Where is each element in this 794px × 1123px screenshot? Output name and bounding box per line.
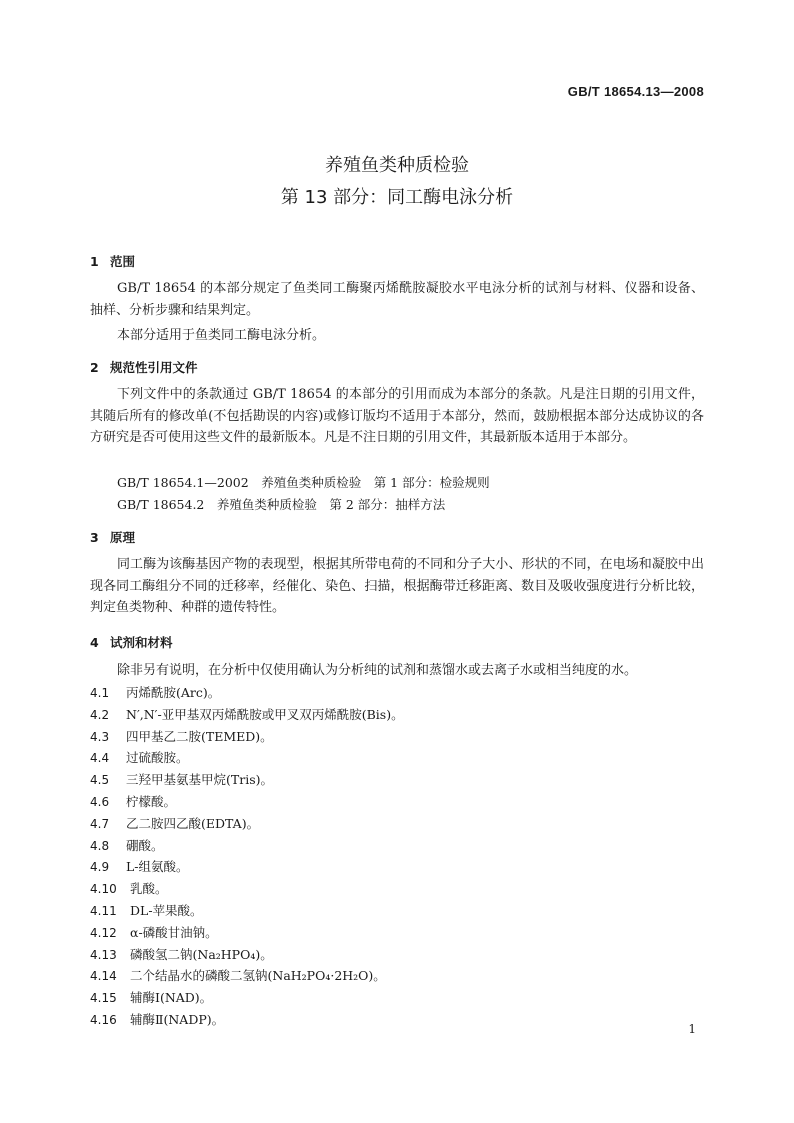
section-title: 范围	[110, 254, 136, 269]
reagent-item-text: 柠檬酸。	[126, 794, 177, 809]
reagent-item-text: L-组氨酸。	[126, 859, 189, 875]
reagent-item-number: 4.15	[90, 991, 117, 1006]
reagent-item	[90, 945, 273, 963]
reagent-item-number: 4.7	[90, 816, 110, 831]
section-number: 1	[90, 254, 99, 269]
section-1-paragraph-1: GB/T 18654 的本部分规定了鱼类同工酶聚丙烯酰胺凝胶水平电泳分析的试剂与材料、仪器和设备、抽样、分析步骤和结果判定。	[90, 281, 704, 318]
normative-reference-2: GB/T 18654.2 养殖鱼类种质检验 第 2 部分：抽样方法	[117, 497, 446, 512]
reagent-item-text: 磷酸氢二钠(Na₂HPO₄)。	[130, 946, 273, 962]
section-4-heading	[90, 633, 173, 651]
reagent-item-number: 4.6	[90, 795, 110, 809]
standard-code: GB/T 18654.13—2008	[567, 84, 704, 99]
reagent-item	[90, 814, 259, 832]
reagent-item-text: 二个结晶水的磷酸二氢钠(NaH₂PO₄·2H₂O)。	[130, 968, 386, 984]
section-title: 规范性引用文件	[110, 360, 198, 375]
reagent-item	[90, 1010, 224, 1028]
reagent-item-text: 乳酸。	[130, 881, 168, 897]
reagent-item-text: 三羟甲基氨基甲烷(Tris)。	[126, 772, 273, 788]
page-number: 1	[688, 1022, 696, 1036]
section-title: 试剂和材料	[110, 635, 173, 650]
reagent-item	[90, 857, 189, 875]
reagent-item	[90, 792, 176, 810]
section-3-paragraph-1: 同工酶为该酶基因产物的表现型，根据其所带电荷的不同和分子大小、形状的不同，在电场和凝胶中出现各同工酶组分不同的迁移率，经催化、染色、扫描，根据酶带迁移距离、数目及吸收强度进行分析比较，判定鱼类物种、种群的遗传特性。	[90, 557, 704, 615]
reagent-item	[90, 879, 168, 897]
reagent-item-text: DL-苹果酸。	[130, 903, 203, 918]
reagent-item	[90, 923, 218, 941]
section-number: 2	[90, 360, 99, 375]
reagent-item-number: 4.1	[90, 686, 110, 700]
reagent-item-number: 4.4	[90, 751, 110, 766]
reagent-item-number: 4.13	[90, 947, 117, 962]
reagent-item-text: N′,N′-亚甲基双丙烯酰胺或甲叉双丙烯酰胺(Bis)。	[126, 706, 404, 722]
reagent-item	[90, 901, 203, 919]
section-4-intro: 除非另有说明，在分析中仅使用确认为分析纯的试剂和蒸馏水或去离子水或相当纯度的水。	[117, 663, 638, 678]
section-3-heading	[90, 528, 135, 546]
reagent-item	[90, 988, 212, 1006]
document-title-line2: 第 13 部分：同工酶电泳分析	[280, 187, 514, 208]
reagent-item	[90, 683, 220, 701]
reagent-item-text: 硼酸。	[126, 837, 164, 853]
reagent-item	[90, 770, 273, 788]
reagent-item-number: 4.3	[90, 729, 110, 744]
section-number: 3	[90, 530, 99, 545]
reagent-item-number: 4.5	[90, 773, 110, 788]
reagent-item-text: 辅酶Ⅱ(NADP)。	[130, 1012, 225, 1027]
reagent-item-number: 4.9	[90, 860, 110, 875]
reagent-item-text: 乙二胺四乙酸(EDTA)。	[126, 815, 260, 831]
reagent-item-text: 过硫酸胺。	[126, 750, 189, 766]
section-2-heading	[90, 358, 198, 376]
reagent-item-number: 4.11	[90, 904, 117, 918]
section-1-paragraph-2: 本部分适用于鱼类同工酶电泳分析。	[117, 328, 326, 343]
reagent-item	[90, 836, 164, 854]
section-1-heading	[90, 252, 135, 270]
reagent-item	[90, 966, 386, 984]
reagent-item-number: 4.14	[90, 969, 117, 984]
section-number: 4	[90, 635, 99, 650]
reagent-item	[90, 727, 273, 745]
reagent-item-number: 4.8	[90, 838, 110, 853]
reagent-item	[90, 705, 404, 723]
section-title: 原理	[110, 530, 136, 545]
document-title-line1: 养殖鱼类种质检验	[325, 155, 469, 176]
reagent-item-text: α-磷酸甘油钠。	[130, 924, 218, 940]
reagent-item	[90, 748, 189, 766]
reagent-item-text: 四甲基乙二胺(TEMED)。	[126, 728, 273, 744]
reagent-item-number: 4.12	[90, 925, 117, 940]
reagent-item-number: 4.10	[90, 882, 117, 897]
normative-reference-1: GB/T 18654.1—2002 养殖鱼类种质检验 第 1 部分：检验规则	[117, 475, 490, 490]
reagent-item-text: 丙烯酰胺(Arc)。	[126, 685, 221, 700]
reagent-item-text: 辅酶Ⅰ(NAD)。	[130, 990, 213, 1006]
section-2-paragraph-1: 下列文件中的条款通过 GB/T 18654 的本部分的引用而成为本部分的条款。凡是注日期的引用文件，其随后所有的修改单(不包括勘误的内容)或修订版均不适用于本部分，然而，鼓励根据本部分达成协议的各方研究是否可使用这些文件的最新版本。凡是不注日期的引用文件，其最新版本适用于本部分。	[90, 387, 704, 445]
reagent-item-number: 4.16	[90, 1013, 117, 1027]
reagent-item-number: 4.2	[90, 707, 110, 722]
